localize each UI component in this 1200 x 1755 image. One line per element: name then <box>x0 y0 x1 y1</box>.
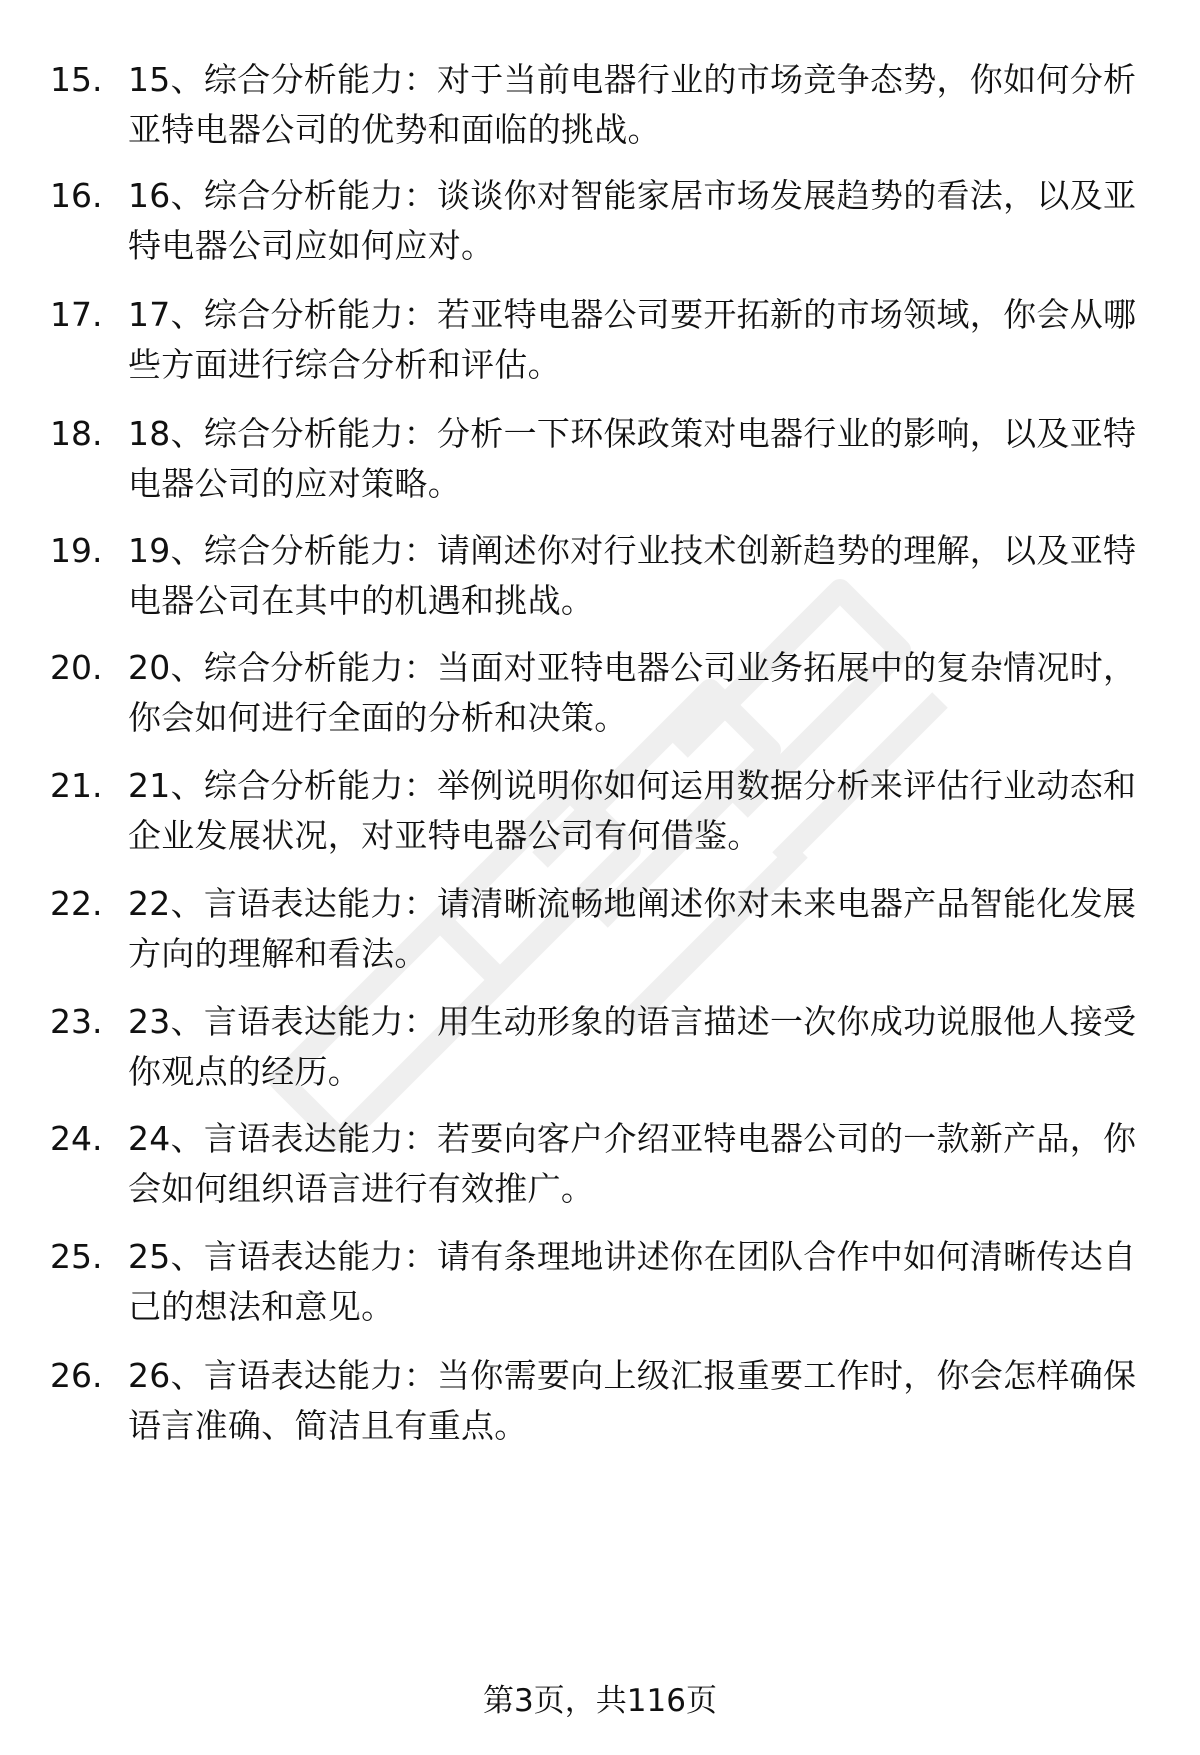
item-text: 15、综合分析能力：对于当前电器行业的市场竞争态势，你如何分析亚特电器公司的优势和面临的挑战。 <box>128 60 1137 149</box>
item-number: 24. <box>50 1119 103 1158</box>
item-text: 25、言语表达能力：请有条理地讲述你在团队合作中如何清晰传达自己的想法和意见。 <box>128 1237 1137 1326</box>
item-number: 21. <box>50 766 103 805</box>
list-item <box>0 290 1200 390</box>
item-text: 17、综合分析能力：若亚特电器公司要开拓新的市场领域，你会从哪些方面进行综合分析和评估。 <box>128 295 1137 384</box>
item-text: 21、综合分析能力：举例说明你如何运用数据分析来评估行业动态和企业发展状况，对亚特电器公司有何借鉴。 <box>128 766 1137 855</box>
list-item <box>0 1114 1200 1214</box>
item-text: 26、言语表达能力：当你需要向上级汇报重要工作时，你会怎样确保语言准确、简洁且有重点。 <box>128 1356 1137 1445</box>
item-text: 19、综合分析能力：请阐述你对行业技术创新趋势的理解，以及亚特电器公司在其中的机遇和挑战。 <box>128 531 1137 620</box>
item-number: 25. <box>50 1237 103 1276</box>
list-item <box>0 1351 1200 1451</box>
list-item <box>0 171 1200 271</box>
list-item <box>0 761 1200 861</box>
item-number: 26. <box>50 1356 103 1395</box>
list-item <box>0 55 1200 155</box>
list-item <box>0 1232 1200 1332</box>
item-text: 22、言语表达能力：请清晰流畅地阐述你对未来电器产品智能化发展方向的理解和看法。 <box>128 884 1137 973</box>
item-number: 17. <box>50 295 103 334</box>
item-number: 22. <box>50 884 103 923</box>
list-item <box>0 997 1200 1097</box>
list-item <box>0 643 1200 743</box>
item-text: 18、综合分析能力：分析一下环保政策对电器行业的影响，以及亚特电器公司的应对策略。 <box>128 414 1137 503</box>
item-number: 19. <box>50 531 103 570</box>
list-item <box>0 409 1200 509</box>
list-item <box>0 526 1200 626</box>
item-number: 20. <box>50 648 103 687</box>
list-item <box>0 879 1200 979</box>
item-number: 23. <box>50 1002 103 1041</box>
page-footer: 第3页，共116页 <box>483 1683 717 1719</box>
item-text: 24、言语表达能力：若要向客户介绍亚特电器公司的一款新产品，你会如何组织语言进行有效推广。 <box>128 1119 1137 1208</box>
item-text: 16、综合分析能力：谈谈你对智能家居市场发展趋势的看法，以及亚特电器公司应如何应对。 <box>128 176 1137 265</box>
item-text: 23、言语表达能力：用生动形象的语言描述一次你成功说服他人接受你观点的经历。 <box>128 1002 1137 1091</box>
item-number: 15. <box>50 60 103 99</box>
item-number: 18. <box>50 414 103 453</box>
item-text: 20、综合分析能力：当面对亚特电器公司业务拓展中的复杂情况时，你会如何进行全面的分析和决策。 <box>128 648 1137 737</box>
item-number: 16. <box>50 176 103 215</box>
